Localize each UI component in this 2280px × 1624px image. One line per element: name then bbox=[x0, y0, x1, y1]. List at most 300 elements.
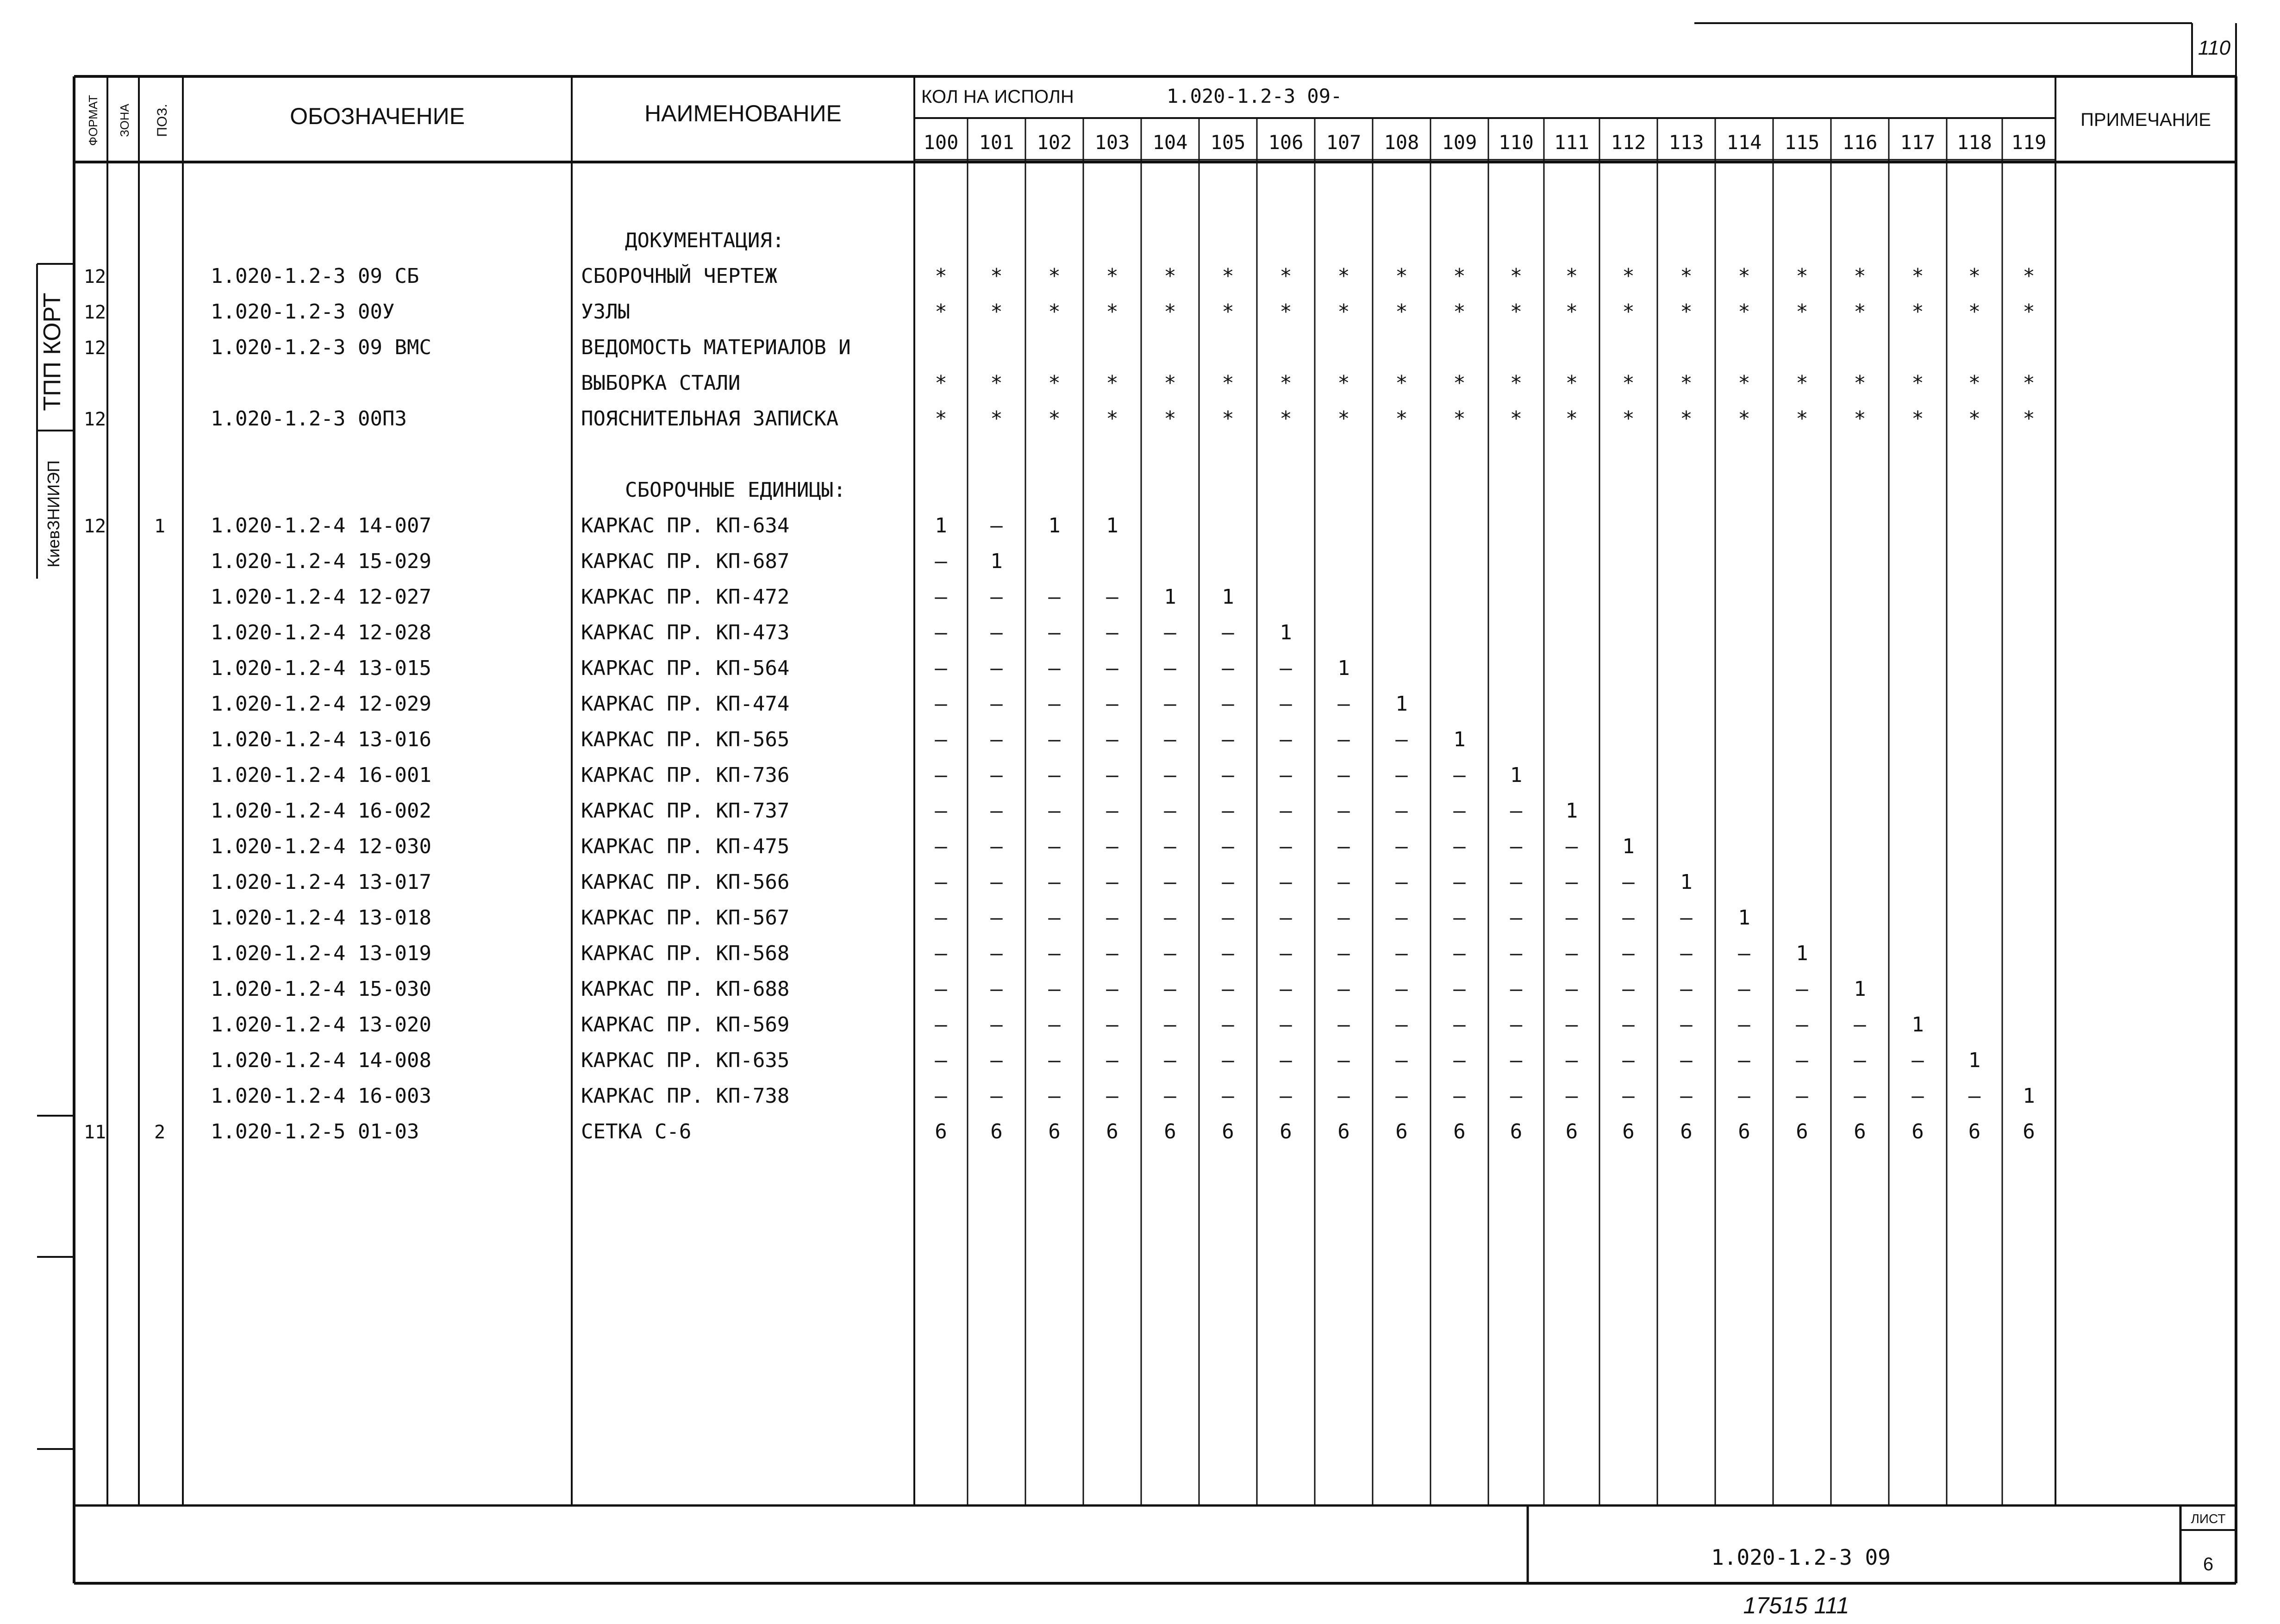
row-designation: 1.020-1.2-4 13-018 bbox=[211, 906, 431, 930]
variant-qty-cell: 6 bbox=[1048, 1120, 1061, 1143]
variant-qty-cell: * bbox=[1280, 407, 1292, 431]
variant-qty-cell: 6 bbox=[1680, 1120, 1693, 1143]
variant-qty-cell: – bbox=[1565, 870, 1578, 894]
variant-qty-cell: * bbox=[1796, 371, 1808, 395]
variant-qty-cell: * bbox=[1680, 264, 1693, 288]
row-name: ВЕДОМОСТЬ МАТЕРИАЛОВ И bbox=[581, 336, 851, 359]
variant-qty-cell: – bbox=[1164, 1013, 1176, 1037]
variant-qty-cell: – bbox=[935, 585, 947, 609]
variant-header-117: 117 bbox=[1900, 131, 1936, 154]
row-name: КАРКАС ПР. КП-688 bbox=[581, 977, 790, 1001]
variant-qty-cell: * bbox=[1968, 300, 1981, 324]
variant-qty-cell: * bbox=[1395, 407, 1408, 431]
row-designation: 1.020-1.2-4 13-017 bbox=[211, 870, 431, 894]
row-format: 12 bbox=[83, 516, 106, 537]
variant-qty-cell: * bbox=[1222, 407, 1234, 431]
variant-qty-cell: – bbox=[1510, 906, 1523, 930]
variant-qty-cell: * bbox=[1510, 407, 1523, 431]
variant-qty-cell: – bbox=[990, 942, 1003, 965]
variant-qty-cell: – bbox=[1280, 728, 1292, 751]
footer-sheet-label: ЛИСТ bbox=[2191, 1512, 2226, 1526]
variant-qty-cell: – bbox=[1565, 1049, 1578, 1072]
variant-qty-cell: – bbox=[990, 977, 1003, 1001]
variant-qty-cell: * bbox=[1280, 264, 1292, 288]
row-name: КАРКАС ПР. КП-687 bbox=[581, 550, 790, 573]
variant-qty-cell: – bbox=[1106, 906, 1118, 930]
variant-qty-cell: 1 bbox=[1164, 585, 1176, 609]
variant-qty-cell: – bbox=[1680, 977, 1693, 1001]
variant-qty-cell: * bbox=[1738, 371, 1750, 395]
variant-qty-cell: * bbox=[1453, 264, 1466, 288]
stamp-department: ТПП КОРТ bbox=[39, 293, 66, 411]
variant-qty-cell: 1 bbox=[1968, 1049, 1981, 1072]
row-name: КАРКАС ПР. КП-564 bbox=[581, 656, 790, 680]
variant-qty-cell: – bbox=[1738, 977, 1750, 1001]
variant-header-107: 107 bbox=[1326, 131, 1362, 154]
variant-qty-cell: 6 bbox=[1854, 1120, 1866, 1143]
variant-qty-cell: – bbox=[935, 550, 947, 573]
variant-qty-cell: * bbox=[1164, 264, 1176, 288]
header-designation: ОБОЗНАЧЕНИЕ bbox=[290, 103, 465, 129]
row-name: СБОРОЧНЫЙ ЧЕРТЕЖ bbox=[581, 264, 777, 288]
variant-qty-cell: – bbox=[935, 692, 947, 716]
variant-qty-cell: – bbox=[1911, 1084, 1924, 1108]
variant-qty-cell: – bbox=[1622, 1084, 1635, 1108]
variant-qty-cell: 6 bbox=[1622, 1120, 1635, 1143]
row-format: 12 bbox=[83, 302, 106, 323]
variant-qty-cell: * bbox=[1395, 264, 1408, 288]
row-name: КАРКАС ПР. КП-472 bbox=[581, 585, 790, 609]
variant-qty-cell: * bbox=[1854, 300, 1866, 324]
variant-qty-cell: – bbox=[1395, 977, 1408, 1001]
variant-qty-cell: – bbox=[1164, 621, 1176, 644]
row-format: 12 bbox=[83, 266, 106, 287]
variant-qty-cell: – bbox=[1510, 1013, 1523, 1037]
row-designation: 1.020-1.2-4 13-016 bbox=[211, 728, 431, 751]
row-format: 12 bbox=[83, 409, 106, 430]
variant-header-116: 116 bbox=[1842, 131, 1878, 154]
variant-qty-cell: * bbox=[1968, 371, 1981, 395]
variant-qty-cell: – bbox=[1106, 1013, 1118, 1037]
variant-header-101: 101 bbox=[979, 131, 1014, 154]
variant-qty-cell: * bbox=[1680, 371, 1693, 395]
variant-qty-cell: – bbox=[1164, 870, 1176, 894]
variant-qty-cell: – bbox=[935, 1049, 947, 1072]
variant-qty-cell: * bbox=[1222, 264, 1234, 288]
variant-qty-cell: * bbox=[990, 300, 1003, 324]
variant-qty-cell: – bbox=[1453, 906, 1466, 930]
variant-qty-cell: 6 bbox=[1911, 1120, 1924, 1143]
variant-qty-cell: 6 bbox=[1337, 1120, 1350, 1143]
variant-qty-cell: * bbox=[1164, 371, 1176, 395]
variant-qty-cell: 1 bbox=[1738, 906, 1750, 930]
variant-header-109: 109 bbox=[1442, 131, 1477, 154]
variant-qty-cell: – bbox=[1048, 692, 1061, 716]
row-designation: 1.020-1.2-5 01-03 bbox=[211, 1120, 419, 1143]
variant-qty-cell: – bbox=[1280, 1049, 1292, 1072]
row-designation: 1.020-1.2-3 00ПЗ bbox=[211, 407, 407, 431]
variant-qty-cell: * bbox=[1968, 264, 1981, 288]
table-text bbox=[39, 37, 2231, 1618]
variant-qty-cell: – bbox=[1222, 906, 1234, 930]
variant-qty-cell: – bbox=[1395, 799, 1408, 823]
variant-qty-cell: – bbox=[1048, 585, 1061, 609]
variant-qty-cell: – bbox=[1395, 870, 1408, 894]
variant-qty-cell: – bbox=[990, 835, 1003, 858]
variant-qty-cell: – bbox=[1106, 799, 1118, 823]
variant-header-100: 100 bbox=[923, 131, 959, 154]
variant-qty-cell: – bbox=[1106, 870, 1118, 894]
variant-qty-cell: – bbox=[1738, 1013, 1750, 1037]
variant-qty-cell: * bbox=[1680, 300, 1693, 324]
variant-qty-cell: * bbox=[1911, 407, 1924, 431]
variant-qty-cell: 1 bbox=[1280, 621, 1292, 644]
variant-qty-cell: 1 bbox=[2023, 1084, 2035, 1108]
variant-qty-cell: * bbox=[1622, 300, 1635, 324]
variant-qty-cell: – bbox=[1395, 728, 1408, 751]
variant-qty-cell: – bbox=[1106, 835, 1118, 858]
variant-qty-cell: * bbox=[2023, 300, 2035, 324]
variant-qty-cell: – bbox=[1048, 621, 1061, 644]
variant-qty-cell: – bbox=[1048, 1049, 1061, 1072]
variant-qty-cell: – bbox=[1510, 977, 1523, 1001]
variant-qty-cell: * bbox=[1911, 300, 1924, 324]
variant-qty-cell: – bbox=[1280, 656, 1292, 680]
variant-qty-cell: 6 bbox=[1796, 1120, 1808, 1143]
row-name: КАРКАС ПР. КП-473 bbox=[581, 621, 790, 644]
variant-qty-cell: * bbox=[935, 300, 947, 324]
variant-qty-cell: – bbox=[935, 728, 947, 751]
variant-qty-cell: – bbox=[1565, 835, 1578, 858]
variant-qty-cell: * bbox=[990, 371, 1003, 395]
variant-qty-cell: – bbox=[1164, 1049, 1176, 1072]
variant-qty-cell: – bbox=[990, 1084, 1003, 1108]
variant-qty-cell: * bbox=[935, 407, 947, 431]
variant-qty-cell: – bbox=[935, 906, 947, 930]
variant-qty-cell: 6 bbox=[2023, 1120, 2035, 1143]
variant-qty-cell: * bbox=[2023, 371, 2035, 395]
variant-qty-cell: – bbox=[1680, 1013, 1693, 1037]
variant-qty-cell: – bbox=[1453, 1084, 1466, 1108]
variant-qty-cell: – bbox=[935, 870, 947, 894]
variant-qty-cell: – bbox=[935, 977, 947, 1001]
corner-page-number: 110 bbox=[2198, 37, 2231, 59]
variant-qty-cell: – bbox=[1048, 656, 1061, 680]
variant-qty-cell: – bbox=[1453, 870, 1466, 894]
row-designation: 1.020-1.2-4 12-028 bbox=[211, 621, 431, 644]
variant-qty-cell: – bbox=[1106, 585, 1118, 609]
header-zone: ЗОНА bbox=[118, 104, 131, 137]
variant-qty-cell: – bbox=[1395, 835, 1408, 858]
variant-qty-cell: – bbox=[1622, 1013, 1635, 1037]
variant-qty-cell: – bbox=[1911, 1049, 1924, 1072]
variant-qty-cell: – bbox=[1337, 1049, 1350, 1072]
variant-qty-cell: – bbox=[990, 656, 1003, 680]
row-designation: 1.020-1.2-3 00У bbox=[211, 300, 395, 324]
header-variant-base: 1.020-1.2-3 09- bbox=[1167, 85, 1343, 107]
variant-qty-cell: – bbox=[990, 763, 1003, 787]
variant-qty-cell: – bbox=[935, 763, 947, 787]
variant-qty-cell: – bbox=[1222, 763, 1234, 787]
variant-qty-cell: – bbox=[990, 799, 1003, 823]
variant-qty-cell: 6 bbox=[1968, 1120, 1981, 1143]
row-name: КАРКАС ПР. КП-475 bbox=[581, 835, 790, 858]
variant-qty-cell: * bbox=[990, 407, 1003, 431]
stamp-organization: КиевЗНИИЭП bbox=[44, 460, 63, 568]
row-designation: 1.020-1.2-4 13-019 bbox=[211, 942, 431, 965]
variant-qty-cell: – bbox=[1453, 1049, 1466, 1072]
variant-qty-cell: – bbox=[1106, 1084, 1118, 1108]
variant-qty-cell: * bbox=[1968, 407, 1981, 431]
variant-qty-cell: 1 bbox=[1048, 514, 1061, 537]
variant-qty-cell: – bbox=[1796, 1084, 1808, 1108]
footer-handwritten-number: 17515 111 bbox=[1743, 1593, 1849, 1618]
variant-qty-cell: * bbox=[1510, 371, 1523, 395]
variant-qty-cell: 6 bbox=[1510, 1120, 1523, 1143]
variant-qty-cell: – bbox=[1222, 799, 1234, 823]
variant-qty-cell: 6 bbox=[1164, 1120, 1176, 1143]
variant-qty-cell: * bbox=[1048, 300, 1061, 324]
variant-qty-cell: * bbox=[1738, 264, 1750, 288]
variant-qty-cell: – bbox=[1106, 621, 1118, 644]
variant-qty-cell: – bbox=[1280, 977, 1292, 1001]
variant-qty-cell: – bbox=[1222, 656, 1234, 680]
variant-header-115: 115 bbox=[1784, 131, 1820, 154]
variant-qty-cell: – bbox=[1395, 1049, 1408, 1072]
variant-qty-cell: 1 bbox=[1222, 585, 1234, 609]
variant-qty-cell: – bbox=[1222, 692, 1234, 716]
row-designation: 1.020-1.2-4 12-027 bbox=[211, 585, 431, 609]
variant-qty-cell: – bbox=[1280, 1013, 1292, 1037]
variant-qty-cell: 1 bbox=[1911, 1013, 1924, 1037]
variant-qty-cell: – bbox=[1164, 692, 1176, 716]
variant-qty-cell: * bbox=[1453, 407, 1466, 431]
variant-qty-cell: * bbox=[1106, 300, 1118, 324]
variant-qty-cell: * bbox=[1106, 264, 1118, 288]
variant-qty-cell: * bbox=[1565, 300, 1578, 324]
variant-qty-cell: – bbox=[1280, 692, 1292, 716]
variant-qty-cell: * bbox=[1854, 371, 1866, 395]
variant-qty-cell: – bbox=[1048, 942, 1061, 965]
row-pos: 1 bbox=[154, 516, 166, 537]
variant-qty-cell: – bbox=[1337, 835, 1350, 858]
variant-qty-cell: – bbox=[1680, 942, 1693, 965]
variant-qty-cell: – bbox=[1280, 763, 1292, 787]
variant-qty-cell: – bbox=[1164, 835, 1176, 858]
variant-qty-cell: 1 bbox=[1337, 656, 1350, 680]
variant-qty-cell: * bbox=[1738, 407, 1750, 431]
variant-qty-cell: * bbox=[1280, 300, 1292, 324]
variant-qty-cell: 1 bbox=[935, 514, 947, 537]
variant-qty-cell: * bbox=[1510, 300, 1523, 324]
variant-header-102: 102 bbox=[1037, 131, 1072, 154]
variant-qty-cell: – bbox=[1510, 799, 1523, 823]
variant-qty-cell: * bbox=[1911, 264, 1924, 288]
variant-qty-cell: – bbox=[990, 585, 1003, 609]
row-designation: 1.020-1.2-4 16-002 bbox=[211, 799, 431, 823]
variant-qty-cell: – bbox=[1164, 656, 1176, 680]
variant-qty-cell: * bbox=[1796, 407, 1808, 431]
row-name: УЗЛЫ bbox=[581, 300, 630, 324]
section-heading: ДОКУМЕНТАЦИЯ: bbox=[625, 229, 785, 252]
row-designation: 1.020-1.2-4 16-003 bbox=[211, 1084, 431, 1108]
variant-qty-cell: * bbox=[1164, 300, 1176, 324]
variant-qty-cell: – bbox=[1164, 1084, 1176, 1108]
variant-qty-cell: 1 bbox=[1796, 942, 1808, 965]
row-designation: 1.020-1.2-4 13-015 bbox=[211, 656, 431, 680]
variant-qty-cell: – bbox=[1510, 835, 1523, 858]
variant-qty-cell: 1 bbox=[1106, 514, 1118, 537]
variant-qty-cell: – bbox=[1510, 942, 1523, 965]
variant-qty-cell: * bbox=[1854, 264, 1866, 288]
variant-header-111: 111 bbox=[1554, 131, 1589, 154]
variant-qty-cell: – bbox=[1395, 1013, 1408, 1037]
variant-qty-cell: – bbox=[1164, 799, 1176, 823]
variant-qty-cell: – bbox=[990, 870, 1003, 894]
variant-qty-cell: – bbox=[1222, 1013, 1234, 1037]
variant-qty-cell: – bbox=[1565, 942, 1578, 965]
variant-qty-cell: * bbox=[1854, 407, 1866, 431]
variant-qty-cell: * bbox=[935, 264, 947, 288]
variant-qty-cell: – bbox=[935, 799, 947, 823]
variant-qty-cell: – bbox=[1280, 906, 1292, 930]
variant-qty-cell: – bbox=[1280, 799, 1292, 823]
variant-qty-cell: 1 bbox=[990, 550, 1003, 573]
variant-qty-cell: – bbox=[1048, 977, 1061, 1001]
variant-qty-cell: – bbox=[1222, 728, 1234, 751]
row-name: КАРКАС ПР. КП-635 bbox=[581, 1049, 790, 1072]
variant-qty-cell: 6 bbox=[1222, 1120, 1234, 1143]
variant-qty-cell: – bbox=[1164, 942, 1176, 965]
variant-qty-cell: – bbox=[1854, 1084, 1866, 1108]
variant-qty-cell: 1 bbox=[1395, 692, 1408, 716]
row-name: КАРКАС ПР. КП-474 bbox=[581, 692, 790, 716]
variant-qty-cell: – bbox=[1680, 1049, 1693, 1072]
variant-qty-cell: – bbox=[1048, 906, 1061, 930]
variant-qty-cell: * bbox=[1222, 371, 1234, 395]
variant-qty-cell: * bbox=[1337, 407, 1350, 431]
variant-qty-cell: * bbox=[1395, 300, 1408, 324]
variant-qty-cell: – bbox=[990, 692, 1003, 716]
variant-qty-cell: 6 bbox=[935, 1120, 947, 1143]
variant-qty-cell: – bbox=[1048, 1013, 1061, 1037]
variant-qty-cell: – bbox=[1337, 906, 1350, 930]
variant-qty-cell: – bbox=[1395, 1084, 1408, 1108]
variant-qty-cell: 1 bbox=[1565, 799, 1578, 823]
variant-qty-cell: – bbox=[990, 1049, 1003, 1072]
variant-qty-cell: – bbox=[1222, 1084, 1234, 1108]
variant-qty-cell: – bbox=[935, 835, 947, 858]
variant-qty-cell: * bbox=[1738, 300, 1750, 324]
variant-qty-cell: – bbox=[1048, 1084, 1061, 1108]
variant-qty-cell: – bbox=[990, 514, 1003, 537]
variant-qty-cell: – bbox=[1453, 835, 1466, 858]
variant-qty-cell: – bbox=[1048, 835, 1061, 858]
row-name: КАРКАС ПР. КП-737 bbox=[581, 799, 790, 823]
variant-qty-cell: * bbox=[1565, 407, 1578, 431]
variant-qty-cell: – bbox=[1622, 870, 1635, 894]
variant-qty-cell: – bbox=[1337, 728, 1350, 751]
variant-qty-cell: – bbox=[1222, 1049, 1234, 1072]
variant-qty-cell: – bbox=[1048, 763, 1061, 787]
variant-qty-cell: – bbox=[1222, 942, 1234, 965]
variant-qty-cell: – bbox=[1968, 1084, 1981, 1108]
row-name: КАРКАС ПР. КП-566 bbox=[581, 870, 790, 894]
variant-qty-cell: – bbox=[1280, 835, 1292, 858]
variant-header-119: 119 bbox=[2011, 131, 2047, 154]
row-designation: 1.020-1.2-4 15-030 bbox=[211, 977, 431, 1001]
row-designation: 1.020-1.2-4 14-007 bbox=[211, 514, 431, 537]
variant-qty-cell: 6 bbox=[1565, 1120, 1578, 1143]
variant-qty-cell: – bbox=[990, 906, 1003, 930]
variant-qty-cell: – bbox=[1106, 942, 1118, 965]
variant-qty-cell: * bbox=[1106, 371, 1118, 395]
variant-qty-cell: – bbox=[1222, 977, 1234, 1001]
variant-qty-cell: – bbox=[1106, 656, 1118, 680]
variant-qty-cell: * bbox=[1622, 264, 1635, 288]
variant-qty-cell: – bbox=[1622, 977, 1635, 1001]
header-format: ФОРМАТ bbox=[86, 95, 100, 146]
variant-qty-cell: – bbox=[1164, 977, 1176, 1001]
variant-qty-cell: – bbox=[1164, 906, 1176, 930]
variant-qty-cell: – bbox=[1106, 763, 1118, 787]
variant-qty-cell: * bbox=[2023, 264, 2035, 288]
variant-qty-cell: – bbox=[1680, 1084, 1693, 1108]
variant-qty-cell: – bbox=[1337, 977, 1350, 1001]
variant-qty-cell: * bbox=[1048, 371, 1061, 395]
row-name: КАРКАС ПР. КП-565 bbox=[581, 728, 790, 751]
variant-qty-cell: – bbox=[1738, 1084, 1750, 1108]
variant-qty-cell: * bbox=[1337, 264, 1350, 288]
variant-qty-cell: – bbox=[1337, 692, 1350, 716]
row-designation: 1.020-1.2-4 16-001 bbox=[211, 763, 431, 787]
variant-qty-cell: – bbox=[1395, 763, 1408, 787]
variant-qty-cell: * bbox=[1395, 371, 1408, 395]
row-name: КАРКАС ПР. КП-738 bbox=[581, 1084, 790, 1108]
variant-header-108: 108 bbox=[1384, 131, 1419, 154]
variant-qty-cell: – bbox=[1337, 799, 1350, 823]
header-pos: ПОЗ. bbox=[155, 104, 170, 137]
variant-qty-cell: – bbox=[990, 728, 1003, 751]
variant-qty-cell: – bbox=[1565, 906, 1578, 930]
footer-doc-code: 1.020-1.2-3 09 bbox=[1711, 1545, 1891, 1570]
variant-qty-cell: * bbox=[2023, 407, 2035, 431]
variant-qty-cell: – bbox=[990, 621, 1003, 644]
variant-qty-cell: – bbox=[1453, 1013, 1466, 1037]
variant-qty-cell: – bbox=[1510, 1049, 1523, 1072]
variant-qty-cell: 1 bbox=[1854, 977, 1866, 1001]
variant-qty-cell: – bbox=[1565, 977, 1578, 1001]
variant-qty-cell: * bbox=[1222, 300, 1234, 324]
variant-qty-cell: – bbox=[1453, 799, 1466, 823]
variant-header-118: 118 bbox=[1957, 131, 1992, 154]
variant-qty-cell: – bbox=[1164, 728, 1176, 751]
row-designation: 1.020-1.2-4 13-020 bbox=[211, 1013, 431, 1037]
variant-qty-cell: – bbox=[990, 1013, 1003, 1037]
variant-qty-cell: * bbox=[1510, 264, 1523, 288]
variant-qty-cell: * bbox=[1680, 407, 1693, 431]
variant-qty-cell: – bbox=[1048, 728, 1061, 751]
variant-qty-cell: – bbox=[1222, 621, 1234, 644]
section-heading: СБОРОЧНЫЕ ЕДИНИЦЫ: bbox=[625, 478, 846, 502]
variant-qty-cell: – bbox=[1453, 977, 1466, 1001]
variant-qty-cell: – bbox=[1337, 763, 1350, 787]
footer-sheet-number: 6 bbox=[2203, 1554, 2214, 1574]
variant-header-104: 104 bbox=[1152, 131, 1188, 154]
variant-qty-cell: * bbox=[1453, 300, 1466, 324]
variant-qty-cell: – bbox=[1395, 942, 1408, 965]
variant-qty-cell: – bbox=[935, 1013, 947, 1037]
